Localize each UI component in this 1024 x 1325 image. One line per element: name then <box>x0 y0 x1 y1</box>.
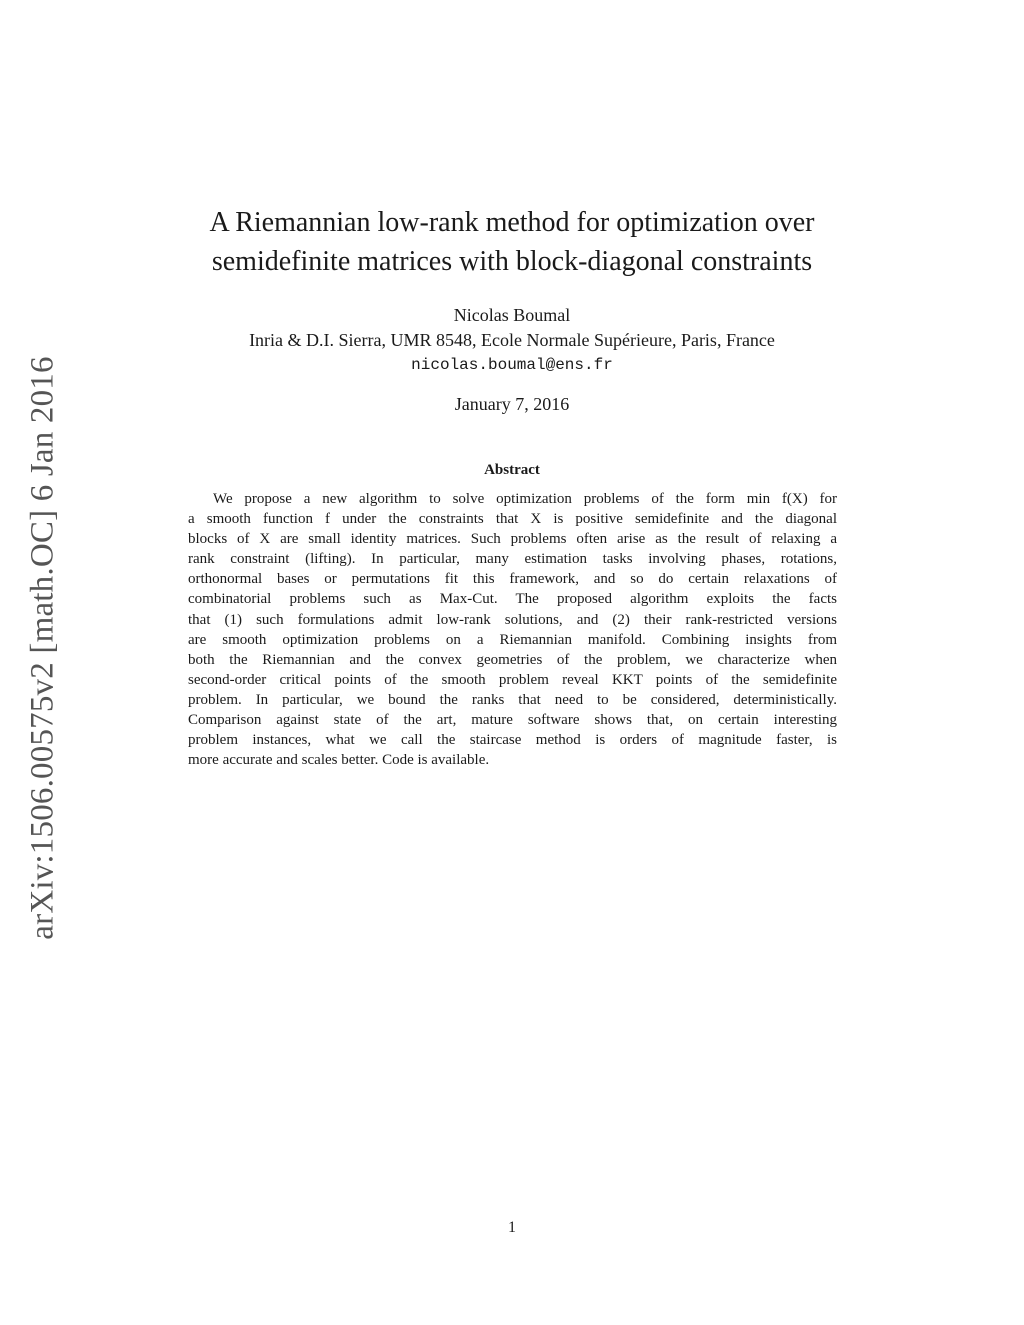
abstract-line: that (1) such formulations admit low-rank solutions, and (2) their rank-restricted versions <box>188 611 837 628</box>
abstract-line: a smooth function f under the constraints that X is positive semidefinite and the diagonal <box>188 511 837 528</box>
author-affiliation: Inria & D.I. Sierra, UMR 8548, Ecole Normale Supérieure, Paris, France <box>249 330 775 350</box>
abstract-line: combinatorial problems such as Max-Cut. The proposed algorithm exploits the facts <box>188 591 837 608</box>
author-name: Nicolas Boumal <box>453 305 571 325</box>
abstract-line: more accurate and scales better. Code is available. <box>188 752 490 769</box>
author-block <box>150 303 874 378</box>
abstract-line: are smooth optimization problems on a Riemannian manifold. Combining insights from <box>188 631 837 648</box>
abstract-line: We propose a new algorithm to solve optimization problems of the form min f(X) for <box>213 491 837 507</box>
abstract-line: problem instances, what we call the staircase method is orders of magnitude faster, is <box>188 732 837 749</box>
arxiv-identifier-stamp: arXiv:1506.00575v2 [math.OC] 6 Jan 2016 <box>24 356 61 940</box>
title-line-1: A Riemannian low-rank method for optimization over <box>209 207 815 238</box>
paper-title <box>150 203 874 281</box>
abstract-body <box>188 489 837 770</box>
abstract-heading: Abstract <box>484 462 540 478</box>
abstract-line: Comparison against state of the art, mature software shows that, on certain interesting <box>188 712 837 729</box>
abstract-line: problem. In particular, we bound the ranks that need to be considered, deterministically. <box>188 691 837 708</box>
abstract-line: second-order critical points of the smooth problem reveal KKT points of the semidefinite <box>188 671 837 688</box>
abstract-line: rank constraint (lifting). In particular, many estimation tasks involving phases, rotations, <box>188 551 837 568</box>
author-email: nicolas.boumal@ens.fr <box>411 356 613 374</box>
abstract-line: orthonormal bases or permutations fit this framework, and so do certain relaxations of <box>188 571 837 588</box>
title-line-2: semidefinite matrices with block-diagonal constraints <box>211 246 813 277</box>
paper-date: January 7, 2016 <box>454 394 570 414</box>
page-number: 1 <box>508 1219 516 1236</box>
abstract-line: blocks of X are small identity matrices. Such problems often arise as the result of relaxing a <box>188 531 837 548</box>
abstract-line: both the Riemannian and the convex geometries of the problem, we characterize when <box>188 651 837 668</box>
